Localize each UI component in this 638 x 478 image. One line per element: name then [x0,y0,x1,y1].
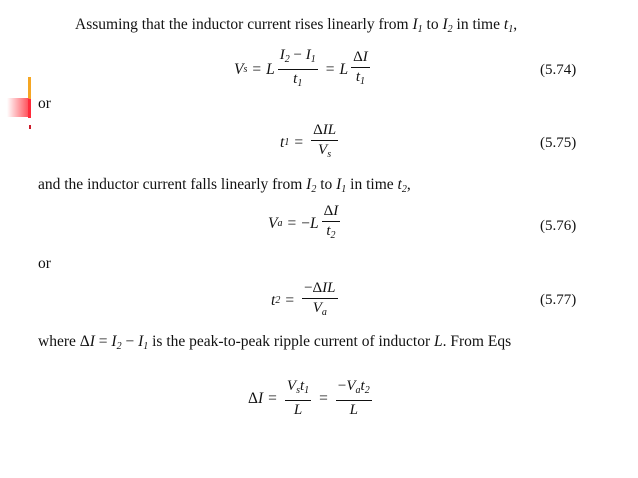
where-line: where $\Delta I = I_2 - I_1$ is the peak-to-peak ripple current of inductor L. From Eqs [38,333,512,352]
or-text-1: or [38,95,51,112]
intro-line: Assuming that the inductor current rises linearly from $I_1$ to $I_2$ in time $t_1$, [75,16,518,35]
equation-5-74: V s = L $\frac{I_2 - I_1}{t_1}$ = L $\frac{\Delta I}{t_1}$ [234,47,373,92]
equation-5-77: t 2 = $\frac{\text{−ΔIL}}{V_a}$ [271,280,341,321]
red-accent-bar [28,99,31,118]
equation-number-5-77: (5.77) [540,292,577,308]
red-accent-dot [29,125,31,129]
equation-number-5-75: (5.75) [540,135,577,151]
equation-5-75: t 1 = $\frac{\text{ΔIL}}{V_s}$ [280,122,341,163]
equation-5-76: V a = −L $\frac{\Delta I}{t_2}$ [268,203,343,244]
or-text-2: or [38,255,51,272]
equation-delta-i: Δ I = $\frac{V_st_1}{L}$ = $\frac{-V_at_2}{L}$ [248,378,370,418]
equation-number-5-76: (5.76) [540,218,577,234]
equation-number-5-74: (5.74) [540,62,577,78]
red-accent-gradient [7,98,29,117]
falls-line: and the inductor current falls linearly from $I_2$ to $I_1$ in time $t_2$, [38,176,411,195]
